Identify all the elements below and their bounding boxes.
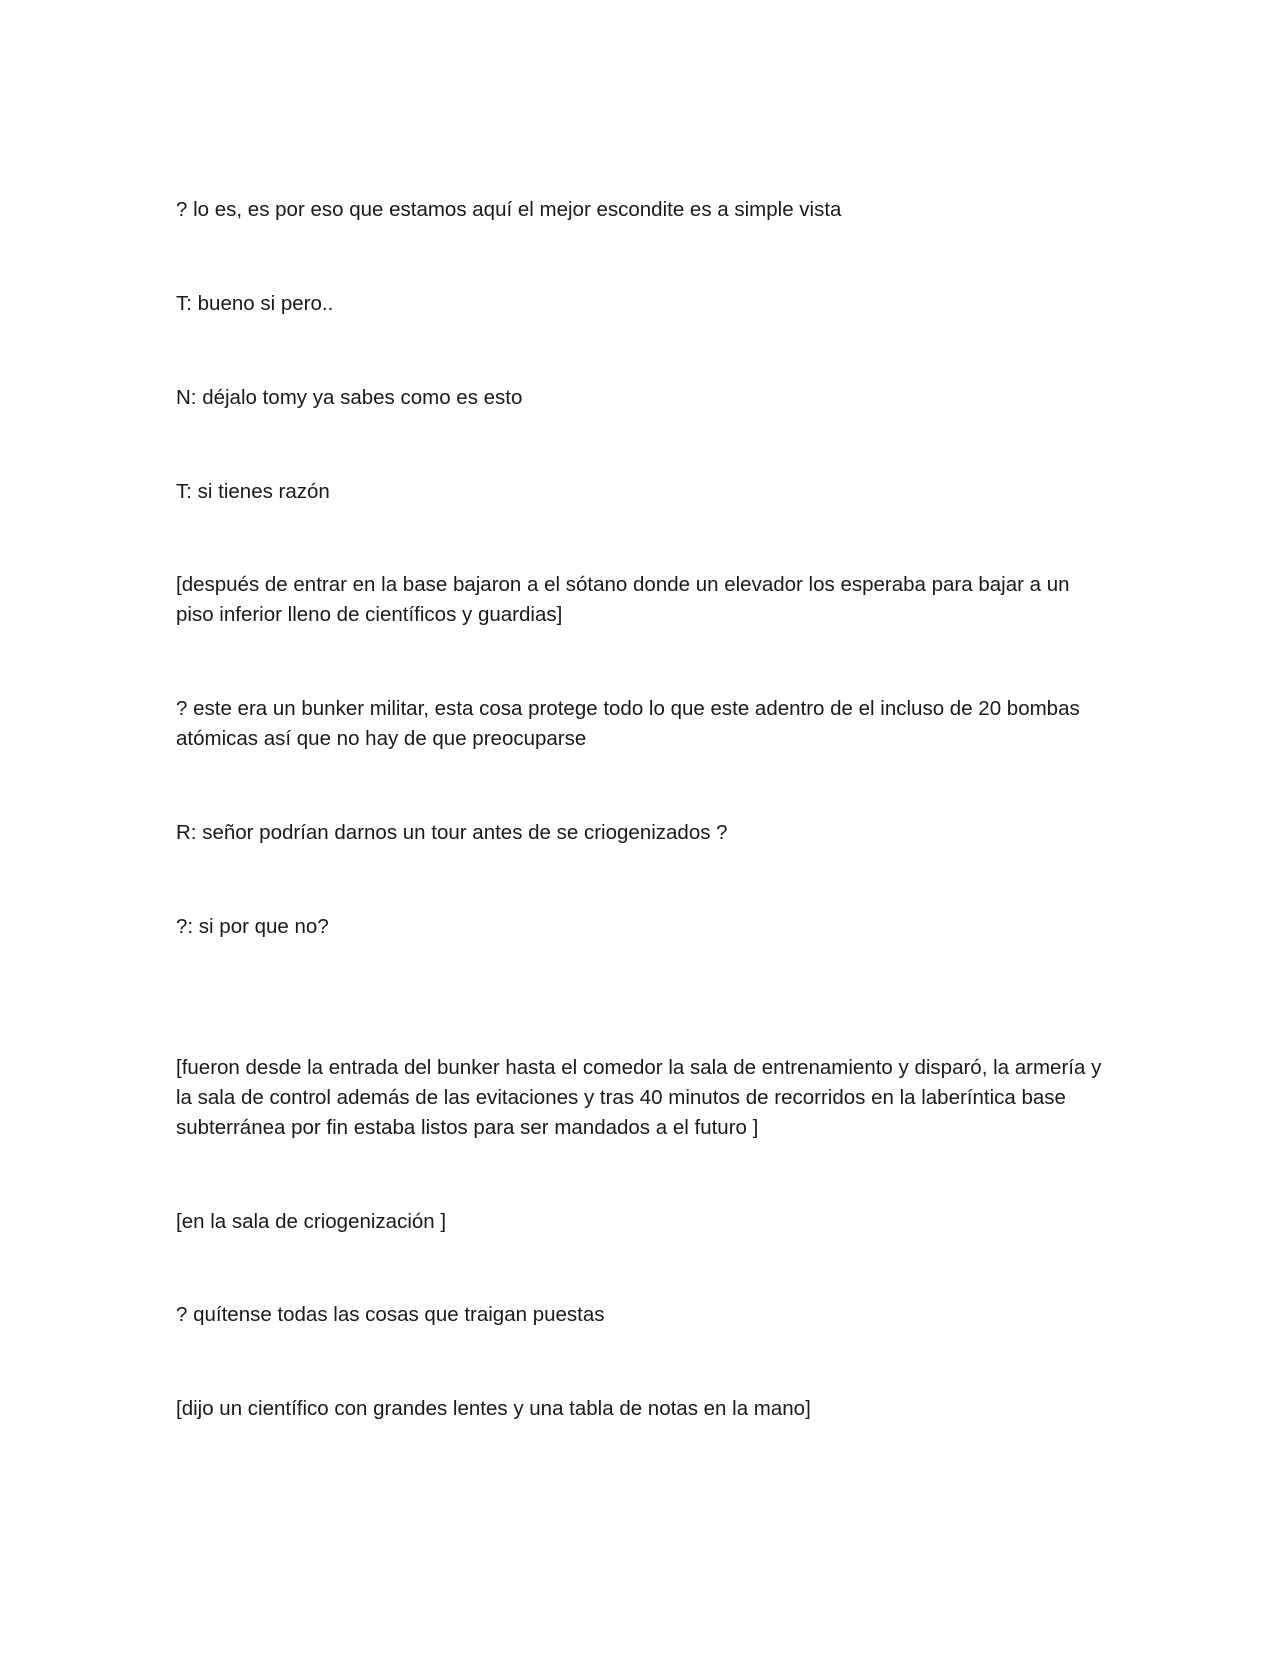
dialogue-line: ? este era un bunker militar, esta cosa protege todo lo que este adentro de el incluso de 20 bombas atómicas así que no hay de que preocuparse (176, 697, 1080, 750)
dialogue-line: ? lo es, es por eso que estamos aquí el mejor escondite es a simple vista (176, 198, 842, 221)
dialogue-line: ? quítense todas las cosas que traigan puestas (176, 1303, 605, 1326)
dialogue-line: T: si tienes razón (176, 480, 330, 503)
narration-paragraph: [después de entrar en la base bajaron a el sótano donde un elevador los esperaba para bajar a un piso inferior lleno de científicos y guardias] (176, 573, 1070, 626)
dialogue-line: N: déjalo tomy ya sabes como es esto (176, 386, 523, 409)
dialogue-line: T: bueno si pero.. (176, 292, 334, 315)
narration-paragraph: [en la sala de criogenización ] (176, 1210, 447, 1233)
narration-paragraph: [dijo un científico con grandes lentes y una tabla de notas en la mano] (176, 1397, 811, 1420)
dialogue-line: ?: si por que no? (176, 915, 329, 938)
narration-paragraph: [fueron desde la entrada del bunker hasta el comedor la sala de entrenamiento y disparó, la armería y la sala de control además de las evitaciones y tras 40 minutos de recorridos en la laberíntica base subterránea por fin estaba listos para ser mandados a el futuro ] (176, 1056, 1102, 1139)
dialogue-line: R: señor podrían darnos un tour antes de se criogenizados ? (176, 821, 728, 844)
